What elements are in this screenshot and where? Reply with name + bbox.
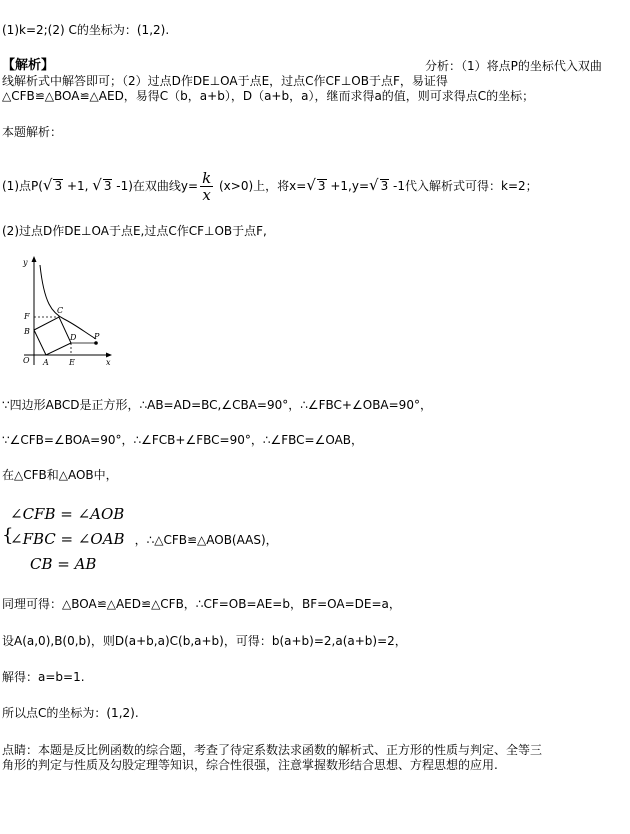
p1-mid1: +1, [63,179,93,193]
label-O: O [23,356,30,365]
sqrt-sign: √ [369,176,379,194]
fraction-k-over-x [200,170,213,203]
part2-line: (2)过点D作DE⊥OA于点E,过点C作CF⊥OB于点F, [2,224,267,238]
analysis-line-3: △CFB≌△BOA≌△AED，易得C（b，a+b），D（a+b，a），继而求得a的值，则可求得点C的坐标； [2,89,535,103]
analysis-line-2: 线解析式中解答即可；（2）过点D作DE⊥OA于点E，过点C作CF⊥OB于点F，易证得 [2,74,448,88]
system-row-2-tail: ，∴△CFB≌△AOB(AAS)， [134,533,278,547]
system-brace: { [2,525,14,546]
label-x: x [106,358,111,367]
proof-line-5: 设A(a,0),B(0,b)，则D(a+b,a)C(b,a+b)，可得：b(a+b)=2,a(a+b)=2， [2,634,407,648]
label-P: P [94,332,100,341]
p1-mid4: +1,y= [326,179,370,193]
p1-mid3: (x>0)上，将x= [215,179,307,193]
note-line-1: 点睛：本题是反比例函数的综合题，考查了待定系数法求函数的解析式、正方形的性质与判定、全等三 [2,743,543,757]
benti-label: 本题解析： [2,125,63,139]
p1-prefix: (1)点P( [2,179,43,193]
fraction-denominator: x [202,186,211,204]
label-B: B [24,327,30,336]
p1-mid2: -1)在双曲线y= [112,179,199,193]
label-E: E [69,358,75,367]
sqrt-radicand: 3 [380,179,389,193]
label-D: D [70,333,77,342]
proof-line-7: 所以点C的坐标为：(1,2). [2,706,139,720]
sqrt-sign: √ [42,176,53,194]
proof-line-2: ∵∠CFB=∠BOA=90°，∴∠FCB+∠FBC=90°，∴∠FBC=∠OAB， [2,433,364,447]
sqrt-radicand: 3 [103,179,112,193]
sqrt-sign: √ [306,176,316,194]
sqrt-sign: √ [92,176,102,194]
y-axis-arrow [32,256,37,262]
square-ABCD [34,317,71,355]
label-A: A [43,358,49,367]
proof-line-1: ∵四边形ABCD是正方形，∴AB=AD=BC,∠CBA=90°，∴∠FBC+∠OBA=90°， [2,398,432,412]
p1-suffix: -1代入解析式可得：k=2； [389,179,538,193]
geometry-figure [14,255,114,367]
fraction-numerator: k [202,169,212,187]
label-y: y [23,258,28,267]
hyperbola-curve [40,265,96,339]
system-row-2 [10,531,278,548]
label-F: F [24,312,30,321]
system-row-2-math: ∠FBC = ∠OAB [10,530,125,548]
proof-line-4: 同理可得：△BOA≌△AED≌△CFB，∴CF=OB=AE=b，BF=OA=DE=a， [2,597,401,611]
system-row-1: ∠CFB = ∠AOB [10,505,125,523]
proof-line-3: 在△CFB和△AOB中， [2,468,118,482]
part1-line [2,170,538,203]
label-C: C [57,306,64,315]
analysis-line-1: 分析：（1）将点P的坐标代入双曲 [425,59,602,73]
note-line-2: 角形的判定与性质及勾股定理等知识，综合性很强，注意掌握数形结合思想、方程思想的应用. [2,758,498,772]
jiexi-header: 【解析】 [2,58,55,73]
proof-line-6: 解得：a=b=1. [2,670,85,684]
point-P [94,341,98,345]
sqrt-radicand: 3 [54,179,63,193]
x-axis-arrow [106,353,112,358]
sqrt-radicand: 3 [317,179,326,193]
system-row-3: CB = AB [30,555,97,573]
answer-line: (1)k=2;(2) C的坐标为：(1,2). [2,23,170,37]
